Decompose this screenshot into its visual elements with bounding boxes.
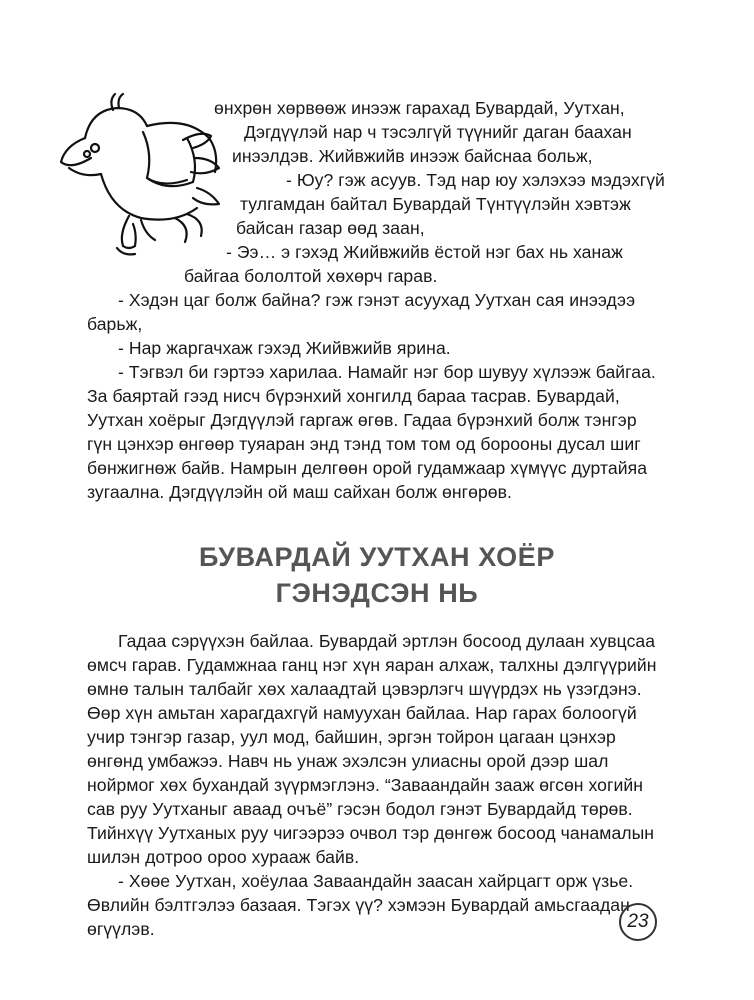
text-line: Уутхан хоёрыг Дэгдүүлэй гаргаж өгөв. Гадаа бүрэнхий болж тэнгэр bbox=[87, 410, 637, 430]
text-line: - Юу? гэж асуув. Тэд нар юу хэлэхээ мэдэхгүй bbox=[286, 170, 665, 190]
text-line: байсан газар өөд заан, bbox=[236, 218, 425, 238]
text-line: гүн цэнхэр өнгөөр туяаран энд тэнд том том од борооны дусал шиг bbox=[87, 434, 641, 454]
text-line: шилэн дотроо ороо хурааж байв. bbox=[87, 847, 360, 867]
page-number: 23 bbox=[619, 903, 657, 941]
text-line: Дэгдүүлэй нар ч тэсэлгүй түүнийг даган баахан bbox=[244, 122, 632, 142]
chapter-heading-line-2: ГЭНЭДСЭН НЬ bbox=[275, 578, 479, 608]
text-line: - Хэдэн цаг болж байна? гэж гэнэт асуухад Уутхан сая инээдээ bbox=[118, 290, 636, 310]
text-line: сав руу Уутханыг аваад очъё” гэсэн бодол гэнэт Бувардайд төрөв. bbox=[87, 799, 633, 819]
text-line: зугаална. Дэгдүүлэйн ой маш сайхан болж өнгөрөв. bbox=[87, 482, 512, 502]
text-line: өмсч гарав. Гудамжнаа ганц нэг хүн яаран алхаж, талхны дэлгүүрийн bbox=[87, 655, 657, 675]
text-line: бөнжигнөж байв. Намрын делгөөн орой гудамжаар хүмүүс дуртайяа bbox=[87, 458, 648, 478]
text-line: - Ээ… э гэхэд Жийвжийв ёстой нэг бах нь ханаж bbox=[226, 242, 623, 262]
text-line: байгаа бололтой хөхөрч гарав. bbox=[184, 266, 438, 286]
text-line: нойрмог хөх бухандай зүүрмэглэнэ. “Заваандайн зааж өгсөн хогийн bbox=[87, 775, 643, 795]
text-line: Тийнхүү Уутханых руу чигээрээ очвол тэр дөнгөж босоод чанамалын bbox=[87, 823, 655, 843]
text-line: өгүүлэв. bbox=[87, 919, 155, 939]
text-line: инээлдэв. Жийвжийв инээж байснаа больж, bbox=[232, 146, 593, 166]
text-line: - Хөөе Уутхан, хоёулаа Заваандайн заасан хайрцагт орж үзье. bbox=[118, 871, 634, 891]
text-line: өнгөнд умбажээ. Навч нь унаж эхэлсэн улиасны орой дээр шал bbox=[87, 751, 609, 771]
text-line: тулгамдан байтал Бувардай Түнтүүлэйн хэвтэж bbox=[240, 194, 631, 214]
text-line: өнхрөн хөрвөөж инээж гарахад Бувардай, Уутхан, bbox=[214, 98, 625, 118]
bird-character-illustration bbox=[55, 88, 225, 263]
text-line: - Нар жаргачхаж гэхэд Жийвжийв ярина. bbox=[118, 338, 451, 358]
text-line: Өвлийн бэлтгэлээ базаая. Тэгэх үү? хэмээн Бувардай амьсгаадан bbox=[87, 895, 630, 915]
text-line: Гадаа сэрүүхэн байлаа. Бувардай эртлэн босоод дулаан хувцсаа bbox=[118, 631, 656, 651]
text-line: барьж, bbox=[87, 314, 143, 334]
text-line: Өөр хүн амьтан харагдахгүй намуухан байлаа. Нар гарах болоогүй bbox=[87, 703, 637, 723]
text-line: учир тэнгэр газар, уул мод, байшин, эргэн тойрон цагаан цэнхэр bbox=[87, 727, 616, 747]
chapter-heading-line-1: БУВАРДАЙ УУТХАН ХОЁР bbox=[198, 542, 556, 572]
text-line: өмнө талын талбайг хөх халаадтай цэвэрлэгч шүүрдэх нь үзэгдэнэ. bbox=[87, 679, 642, 699]
text-line: За баяртай гээд нисч бүрэнхий хонгилд бараа тасрав. Бувардай, bbox=[87, 386, 620, 406]
text-line: - Тэгвэл би гэртээ харилаа. Намайг нэг бор шувуу хүлээж байгаа. bbox=[118, 362, 656, 382]
